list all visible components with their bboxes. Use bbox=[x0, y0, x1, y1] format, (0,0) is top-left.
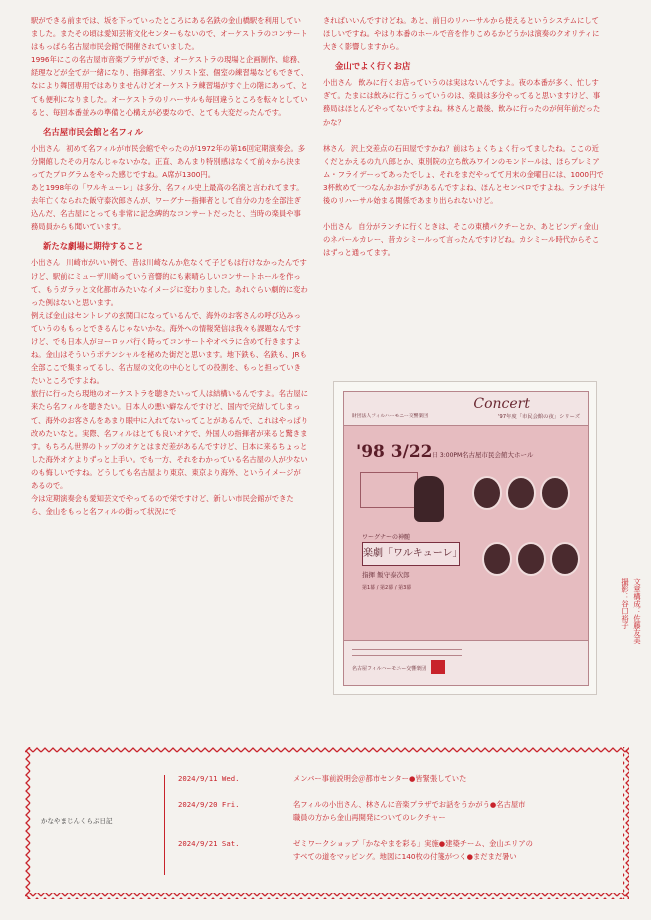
left-column bbox=[31, 14, 308, 518]
singer-portrait bbox=[516, 542, 546, 576]
speaker-label: 小出さん bbox=[31, 143, 61, 153]
poster-organizer-line: 財団法人フィルハーモニー交響楽団 bbox=[352, 414, 429, 419]
shops-paragraph-3 bbox=[323, 220, 605, 259]
poster-organizer: 名古屋フィルハーモニー交響楽団 bbox=[352, 666, 427, 672]
poster-hall: 名古屋市民会館大ホール bbox=[462, 451, 534, 459]
right-column bbox=[323, 14, 605, 259]
shops-paragraph-1 bbox=[323, 76, 605, 128]
diary-text: ゼミワークショップ「かなやまを彩る」実施●建築チーム、金山エリアの bbox=[293, 839, 533, 848]
spacer bbox=[323, 129, 605, 142]
section1-text: 初めて名フィルが市民会館でやったのが1972年の第16回定期演奏会。多分開館したその月なんじゃないかな。正直、あんまり特別感はなくて前々から決まってたプログラムをやった感じですね。A席が1300円。 bbox=[31, 143, 306, 179]
credit-writer: 文章構成：佐藤友美 bbox=[633, 578, 642, 644]
singer-portrait bbox=[550, 542, 580, 576]
section-heading-shops: 金山でよく行くお店 bbox=[335, 61, 411, 72]
singer-portrait bbox=[472, 476, 502, 510]
poster-time: 日 3:00PM bbox=[432, 452, 463, 459]
spacer bbox=[323, 207, 605, 220]
poster-walkure-box bbox=[362, 542, 463, 566]
diary-entry bbox=[178, 772, 466, 785]
poster-concert-title: Concert bbox=[473, 396, 530, 412]
singer-portrait bbox=[482, 542, 512, 576]
section2-text: 川崎市がいい例で、昔は川崎なんか危なくて子どもは行けなかったんですけど、駅前にミューザ川崎っていう音響的にも素晴らしいコンサートホールを作って、もうガラッと文化都市みたいなイメージに変わりました。あれぐらい劇的に変わった例はないと思います。 bbox=[31, 258, 308, 307]
section2-paragraph-2: 例えば金山はセントレアの玄関口になっているんで、海外のお客さんの呼び込みっていうのももっとできるんじゃないかな。海外への情報発信は我々も課題なんですけど、でも日本人がヨーロッパ行く時ってコンサートやオペラに含めて行きますよね。金山はそういうポテンシャルを秘めた街だと思います。地下鉄も、名鉄も、JRも全部ここで集まってるし、名古屋の文化の中心としての役割を、もっと担っていきたいところですよね。 bbox=[31, 310, 307, 386]
intro-paragraph-2: 1996年にこの名古屋市音楽プラザができ、オーケストラの現場と企画制作、総務、経理などが全てが一緒になり、指揮者室、ソリスト室、個室の練習場などもできて、なにより舞団専用ではありませんけどオーケストラ練習場がすぐ上の階にあって、とても便利になりました。オーケストラのリハーサルも毎回違うところを転々としていると、毎回本番並みの準備と心構えが必要なので、とても大変だったんです。 bbox=[31, 55, 308, 117]
diary-label: かなやまじんくらぶ日記 bbox=[41, 817, 113, 825]
section2-paragraph bbox=[31, 256, 308, 308]
section2-paragraph-4: 今は定期演奏会も愛知芸文でやってるので栄ですけど、新しい市民会館ができたら、金山をもっと名フィルの街って状況にで bbox=[31, 494, 294, 517]
diary-date: 2024/9/11 Wed. bbox=[178, 774, 240, 783]
shops-text-2: 沢上交差点の石田屋ですかね？前はちょくちょく行ってましたね。ここの近くだとかえるの九八郎とか、東別院の立ち飲みワインのモンドールは、ほらプレミアム・フライデーってあったでしょ、それをまだやってて月末の金曜日には、1000円で3杯飲めて一つなんかおかずがあるんですよね、ほんとセンベロですよね。ランチは午後のリハーサル始まる関係であまり出られないけど。 bbox=[323, 143, 605, 206]
section2-paragraph-3: 旅行に行ったら現地のオーケストラを聴きたいって人は結構いるんですよ。名古屋に来たら名フィルを聴きたい。日本人の悪い癖なんですけど、国内で完結してしまって、海外のお客さんをあまり眼中に入れてないってことがあるんで、これはやっぱり改めたいなと。実際、名フィルはとても良いオケで、外国人の指揮者が来ると驚きます。もちろん世界のトップのオケとはまだ差があるんですけど、日本に来るちょっとした海外オケよりずっと上手い。でも一方、それをわかっている名古屋の人が少ないのも悔しいですね。どうしても名古屋より東京、東京より海外、というイメージがあるので。 bbox=[31, 389, 308, 490]
concert-poster bbox=[343, 391, 589, 686]
poster-wagner-title: ワーグナーの神髄 bbox=[362, 534, 411, 541]
shops-text-3: 自分がランチに行くときは、そこの東横パクチーとか、あとビンディ金山のネパールカレー、昔カシミールって言ったんですけどね。カシミール時代からそこはずっと通ってます。 bbox=[323, 222, 600, 258]
singer-portrait bbox=[540, 476, 570, 510]
diary-text-continued: 職員の方から金山再開発についてのレクチャー bbox=[293, 813, 446, 822]
singer-portrait bbox=[506, 476, 536, 510]
continued-paragraph: きればいいんですけどね。あと、前日のリハーサルから使えるというシステムにしてほしいですね。やはり本番のホールで音を作りこめるかどうかは演奏のクオリティに大きく影響しますから。 bbox=[323, 16, 600, 52]
orchestra-logo bbox=[431, 660, 445, 674]
section-heading-new-theater: 新たな劇場に期待すること bbox=[43, 241, 144, 252]
poster-cast: 第1幕 / 第2幕 / 第3幕 bbox=[362, 585, 412, 591]
shops-text-1: 飲みに行くお店っていうのは実はないんですよ。夜の本番が多く、忙しすぎて。たまには飲みに行こうっていうのは、楽員は多分やってると思いますけど、事務局はほとんどやってないですよね。林さんと最後、飲みに行ったのが何年前だったかな？ bbox=[323, 78, 601, 127]
poster-date: '98 3/22 bbox=[356, 442, 433, 462]
diary-box bbox=[25, 747, 629, 899]
speaker-label: 小出さん bbox=[323, 222, 353, 232]
intro-paragraph-1: 駅ができる前までは、坂を下っていったところにある名鉄の金山橋駅を利用していました。またその頃は愛知芸術文化センターもないので、オーケストラのコンサートはもっぱら名古屋市民会館で開催されていました。 bbox=[31, 16, 308, 52]
section1-paragraph-2: あと1998年の「ワルキューレ」は多分、名フィル史上最高の名演と言われてます。去年亡くなられた飯守泰次郎さんが、ワーグナー指揮者として自分の力を全部注ぎ込んだ、名古屋にとっても非常に記念碑的なコンサートだったと、当時の楽員や事務局員からも聞いています。 bbox=[31, 183, 304, 232]
poster-footer bbox=[344, 640, 588, 685]
conductor-photo bbox=[414, 476, 444, 522]
concert-poster-photo bbox=[333, 381, 597, 695]
speaker-label: 小出さん bbox=[323, 78, 353, 88]
speaker-label: 小出さん bbox=[31, 258, 61, 268]
poster-walkure-title: 楽劇「ワルキューレ」 bbox=[363, 548, 463, 559]
poster-tag-box bbox=[360, 472, 418, 508]
shops-paragraph-2 bbox=[323, 142, 605, 207]
diary-text-continued: すべての道をマッピング。地図に140枚の付箋がつく●まだまだ暑い bbox=[293, 852, 517, 861]
poster-series: '97年度「市民会館の夜」シリーズ bbox=[497, 414, 580, 420]
divider bbox=[352, 655, 462, 656]
diary-text: 名フィルの小出さん、林さんに音楽プラザでお話をうかがう●名古屋市 bbox=[293, 800, 526, 809]
divider bbox=[352, 649, 462, 650]
diary-entry bbox=[178, 837, 533, 863]
diary-divider bbox=[164, 775, 165, 875]
diary-date: 2024/9/21 Sat. bbox=[178, 839, 240, 848]
diary-text: メンバー事前説明会＠都市センター●皆緊張していた bbox=[293, 774, 467, 783]
diary-entry bbox=[178, 798, 525, 824]
section-heading-civic-hall: 名古屋市民会館と名フィル bbox=[43, 126, 143, 137]
poster-header bbox=[344, 392, 588, 426]
poster-conductor: 指揮 飯守泰次郎 bbox=[362, 571, 410, 579]
credits bbox=[619, 578, 643, 644]
diary-date: 2024/9/20 Fri. bbox=[178, 800, 240, 809]
credit-photographer: 撮影：谷口裕子 bbox=[621, 578, 630, 630]
speaker-label: 林さん bbox=[323, 143, 345, 153]
section1-paragraph bbox=[31, 142, 308, 181]
